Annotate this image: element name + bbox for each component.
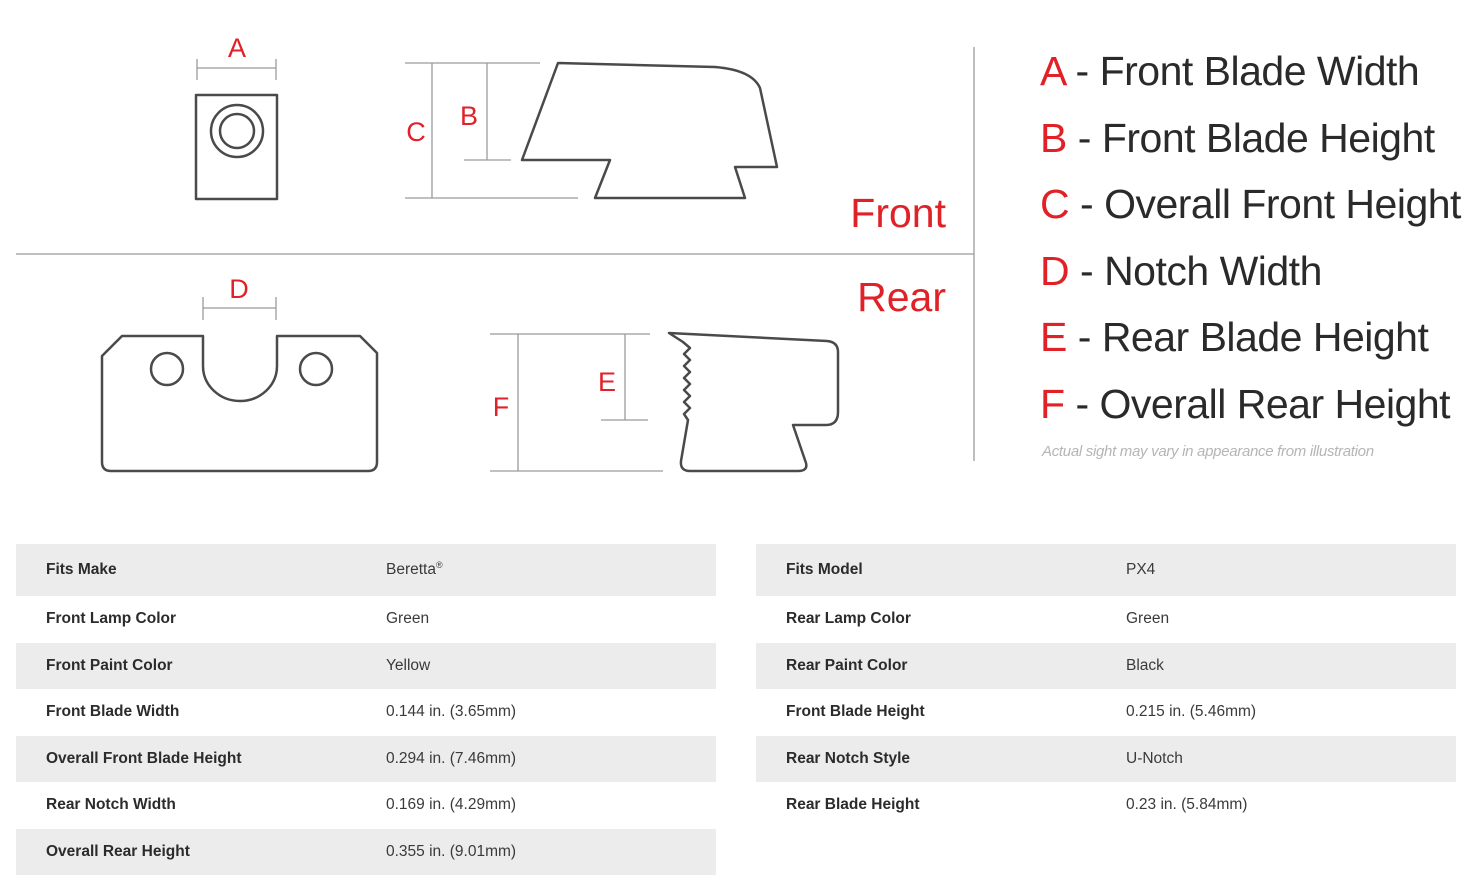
table-row — [756, 544, 1456, 596]
spec-key: Rear Notch Style — [786, 749, 911, 767]
spec-key: Fits Model — [786, 561, 863, 578]
spec-value: 0.215 in. (5.46mm) — [1126, 703, 1257, 721]
label-f: F — [492, 392, 510, 422]
spec-table-left — [16, 544, 716, 875]
front-sight-end-view — [196, 95, 277, 199]
legend-letter: B — [1040, 114, 1067, 161]
spec-value: Green — [386, 610, 430, 628]
table-row — [16, 829, 716, 876]
spec-value: Beretta® — [386, 559, 443, 578]
spec-key: Fits Make — [46, 561, 117, 578]
table-row — [16, 782, 716, 829]
legend-letter: D — [1040, 247, 1070, 294]
sight-dimension-diagram — [0, 0, 1000, 500]
label-d: D — [229, 274, 249, 304]
legend-letter: A — [1040, 48, 1065, 94]
spec-value: 0.355 in. (9.01mm) — [386, 842, 517, 860]
table-row — [756, 596, 1456, 643]
front-sight-side-view — [522, 63, 777, 198]
spec-key: Front Lamp Color — [46, 610, 177, 628]
section-label-front: Front — [850, 190, 946, 236]
spec-value: 0.294 in. (7.46mm) — [386, 749, 517, 767]
legend-item-f: F - Overall Rear Height — [1040, 380, 1451, 427]
label-e: E — [597, 367, 617, 397]
rear-sight-side-view — [669, 333, 838, 471]
dimension-c — [405, 63, 578, 198]
label-c: C — [406, 117, 426, 147]
table-row — [16, 544, 716, 596]
legend-label: Rear Blade Height — [1101, 314, 1429, 360]
spec-key: Overall Rear Height — [46, 842, 190, 860]
table-row — [756, 782, 1456, 829]
legend-label: Notch Width — [1104, 247, 1322, 294]
spec-value: Yellow — [386, 656, 431, 674]
spec-value: Black — [1126, 656, 1164, 674]
table-row — [756, 689, 1456, 736]
table-row — [16, 643, 716, 690]
spec-key: Front Blade Width — [46, 703, 180, 721]
section-label-rear: Rear — [857, 274, 946, 320]
spec-value: PX4 — [1126, 561, 1156, 578]
spec-value: Green — [1126, 610, 1170, 628]
illustration-disclaimer: Actual sight may vary in appearance from illustration — [1042, 443, 1374, 460]
table-row — [756, 643, 1456, 690]
table-row — [16, 736, 716, 783]
legend-item-a: A - Front Blade Width — [1040, 48, 1420, 94]
spec-key: Rear Blade Height — [786, 796, 920, 814]
rear-sight-end-view — [102, 336, 377, 471]
spec-key: Rear Notch Width — [46, 796, 176, 814]
table-row — [756, 736, 1456, 783]
spec-key: Overall Front Blade Height — [46, 749, 242, 767]
registered-mark: ® — [435, 559, 443, 570]
dimension-legend — [1040, 38, 1460, 437]
legend-letter: C — [1040, 181, 1070, 227]
legend-letter: E — [1040, 314, 1067, 360]
legend-letter: F — [1040, 380, 1065, 427]
legend-item-c: C - Overall Front Height — [1040, 181, 1461, 227]
spec-key: Front Blade Height — [786, 703, 925, 721]
legend-item-d: D - Notch Width — [1040, 247, 1322, 294]
spec-table-right — [756, 544, 1456, 829]
legend-label: Overall Rear Height — [1099, 380, 1451, 427]
table-row — [16, 689, 716, 736]
table-row — [16, 596, 716, 643]
spec-key: Front Paint Color — [46, 656, 173, 674]
spec-key: Rear Paint Color — [786, 656, 908, 674]
dimension-f — [490, 334, 663, 471]
spec-value: 0.23 in. (5.84mm) — [1126, 796, 1248, 814]
legend-label: Front Blade Width — [1099, 48, 1420, 94]
legend-label: Front Blade Height — [1101, 114, 1435, 161]
legend-item-b: B - Front Blade Height — [1040, 114, 1435, 161]
spec-value: U-Notch — [1126, 749, 1183, 767]
label-b: B — [459, 101, 479, 131]
spec-value: 0.169 in. (4.29mm) — [386, 796, 517, 814]
spec-value: 0.144 in. (3.65mm) — [386, 703, 517, 721]
legend-item-e: E - Rear Blade Height — [1040, 314, 1429, 360]
spec-key: Rear Lamp Color — [786, 610, 911, 628]
label-a: A — [227, 33, 247, 63]
legend-label: Overall Front Height — [1104, 181, 1461, 227]
